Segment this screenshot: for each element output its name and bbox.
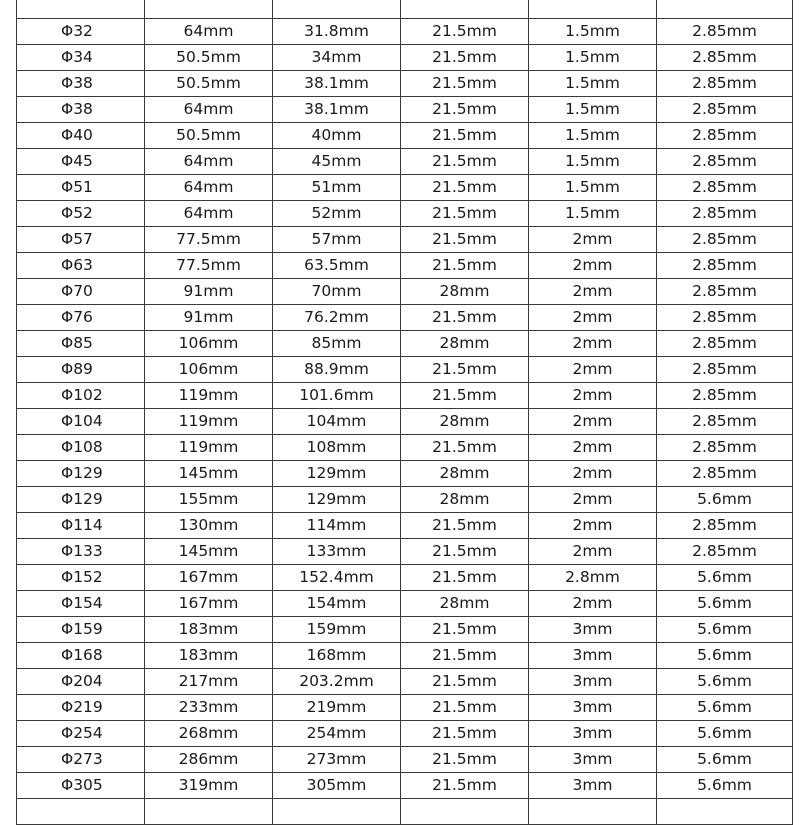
value-cell: 233mm [145,695,273,721]
value-cell [401,799,529,825]
table-row [17,357,793,383]
size-cell: Φ168 [17,643,145,669]
value-cell: 1.5mm [529,201,657,227]
value-cell: 5.6mm [657,773,793,799]
value-cell: 152.4mm [273,565,401,591]
value-cell: 2mm [529,383,657,409]
table-row [17,0,793,19]
value-cell: 77.5mm [145,253,273,279]
value-cell: 2.85mm [657,175,793,201]
value-cell: 70mm [273,279,401,305]
value-cell: 3mm [529,669,657,695]
value-cell: 21.5mm [401,383,529,409]
value-cell: 57mm [273,227,401,253]
size-cell: Φ129 [17,461,145,487]
value-cell: 2.8mm [529,565,657,591]
value-cell: 101.6mm [273,383,401,409]
value-cell: 273mm [273,747,401,773]
value-cell: 1.5mm [529,71,657,97]
table-row [17,565,793,591]
table-row [17,45,793,71]
value-cell: 21.5mm [401,643,529,669]
value-cell: 217mm [145,669,273,695]
value-cell: 21.5mm [401,149,529,175]
value-cell: 21.5mm [401,19,529,45]
value-cell: 129mm [273,461,401,487]
table-row [17,227,793,253]
value-cell: 2.85mm [657,409,793,435]
value-cell: 21.5mm [401,513,529,539]
size-cell: Φ273 [17,747,145,773]
value-cell: 31.8mm [273,19,401,45]
value-cell: 50.5mm [145,45,273,71]
size-cell: Φ154 [17,591,145,617]
value-cell: 45mm [273,149,401,175]
value-cell: 2mm [529,461,657,487]
table-row [17,773,793,799]
table-row [17,643,793,669]
value-cell [273,0,401,19]
value-cell: 34mm [273,45,401,71]
size-cell: Φ57 [17,227,145,253]
value-cell: 2mm [529,305,657,331]
value-cell: 106mm [145,357,273,383]
value-cell: 5.6mm [657,591,793,617]
value-cell: 2.85mm [657,97,793,123]
value-cell: 1.5mm [529,149,657,175]
value-cell: 154mm [273,591,401,617]
value-cell: 104mm [273,409,401,435]
table-row [17,383,793,409]
value-cell: 2.85mm [657,253,793,279]
size-cell: Φ45 [17,149,145,175]
table-row [17,591,793,617]
table-row [17,71,793,97]
value-cell: 21.5mm [401,721,529,747]
value-cell: 5.6mm [657,487,793,513]
value-cell: 1.5mm [529,45,657,71]
value-cell: 219mm [273,695,401,721]
value-cell: 2.85mm [657,383,793,409]
size-cell [17,799,145,825]
size-cell: Φ40 [17,123,145,149]
value-cell: 50.5mm [145,71,273,97]
table-row [17,695,793,721]
table-row [17,19,793,45]
value-cell [273,799,401,825]
value-cell: 5.6mm [657,669,793,695]
value-cell: 286mm [145,747,273,773]
value-cell: 167mm [145,565,273,591]
size-cell: Φ76 [17,305,145,331]
value-cell: 2mm [529,487,657,513]
value-cell: 2.85mm [657,123,793,149]
value-cell: 21.5mm [401,71,529,97]
value-cell: 1.5mm [529,19,657,45]
size-cell: Φ34 [17,45,145,71]
value-cell: 21.5mm [401,123,529,149]
value-cell: 64mm [145,97,273,123]
size-cell: Φ114 [17,513,145,539]
table-row [17,513,793,539]
value-cell: 21.5mm [401,201,529,227]
table-row [17,149,793,175]
table-row [17,747,793,773]
value-cell: 268mm [145,721,273,747]
value-cell: 28mm [401,409,529,435]
size-cell: Φ89 [17,357,145,383]
value-cell: 2.85mm [657,71,793,97]
value-cell: 114mm [273,513,401,539]
value-cell: 1.5mm [529,175,657,201]
value-cell: 21.5mm [401,97,529,123]
table-row [17,799,793,825]
value-cell: 305mm [273,773,401,799]
value-cell: 5.6mm [657,721,793,747]
value-cell: 21.5mm [401,773,529,799]
size-cell: Φ254 [17,721,145,747]
value-cell: 5.6mm [657,747,793,773]
value-cell: 21.5mm [401,435,529,461]
table-row [17,175,793,201]
size-cell: Φ70 [17,279,145,305]
value-cell: 76.2mm [273,305,401,331]
value-cell: 21.5mm [401,253,529,279]
table-row [17,487,793,513]
table-row [17,253,793,279]
value-cell: 3mm [529,695,657,721]
value-cell: 159mm [273,617,401,643]
value-cell: 108mm [273,435,401,461]
value-cell: 155mm [145,487,273,513]
value-cell: 183mm [145,617,273,643]
size-cell: Φ102 [17,383,145,409]
table-row [17,721,793,747]
value-cell: 106mm [145,331,273,357]
value-cell: 21.5mm [401,747,529,773]
value-cell: 63.5mm [273,253,401,279]
value-cell: 3mm [529,773,657,799]
value-cell: 3mm [529,643,657,669]
size-cell: Φ51 [17,175,145,201]
value-cell: 38.1mm [273,71,401,97]
value-cell: 1.5mm [529,123,657,149]
value-cell: 77.5mm [145,227,273,253]
value-cell: 2.85mm [657,461,793,487]
size-cell: Φ108 [17,435,145,461]
value-cell: 2.85mm [657,19,793,45]
size-cell: Φ52 [17,201,145,227]
value-cell: 145mm [145,539,273,565]
value-cell: 64mm [145,201,273,227]
table-row [17,435,793,461]
value-cell [529,0,657,19]
size-cell: Φ219 [17,695,145,721]
size-cell: Φ38 [17,71,145,97]
value-cell: 2.85mm [657,513,793,539]
value-cell: 2mm [529,435,657,461]
value-cell: 2mm [529,539,657,565]
table-row [17,97,793,123]
table-row [17,617,793,643]
value-cell: 51mm [273,175,401,201]
value-cell: 2.85mm [657,331,793,357]
value-cell [401,0,529,19]
value-cell: 2mm [529,227,657,253]
value-cell [657,0,793,19]
value-cell: 21.5mm [401,669,529,695]
value-cell: 5.6mm [657,565,793,591]
value-cell: 64mm [145,175,273,201]
value-cell: 91mm [145,279,273,305]
value-cell: 28mm [401,487,529,513]
value-cell: 129mm [273,487,401,513]
value-cell: 319mm [145,773,273,799]
value-cell: 203.2mm [273,669,401,695]
value-cell: 2mm [529,279,657,305]
value-cell: 2.85mm [657,149,793,175]
table-row [17,461,793,487]
value-cell: 3mm [529,747,657,773]
table-row [17,331,793,357]
value-cell: 2mm [529,357,657,383]
value-cell: 28mm [401,331,529,357]
table-row [17,305,793,331]
value-cell: 119mm [145,383,273,409]
value-cell: 2mm [529,409,657,435]
value-cell: 2.85mm [657,201,793,227]
value-cell: 130mm [145,513,273,539]
size-cell: Φ32 [17,19,145,45]
value-cell: 2mm [529,253,657,279]
value-cell: 52mm [273,201,401,227]
size-cell: Φ63 [17,253,145,279]
value-cell: 145mm [145,461,273,487]
value-cell: 1.5mm [529,97,657,123]
size-cell: Φ305 [17,773,145,799]
table-row [17,201,793,227]
value-cell: 28mm [401,279,529,305]
table-row [17,123,793,149]
value-cell: 2.85mm [657,279,793,305]
size-cell: Φ159 [17,617,145,643]
value-cell: 21.5mm [401,357,529,383]
value-cell: 2.85mm [657,45,793,71]
value-cell: 28mm [401,591,529,617]
value-cell: 21.5mm [401,695,529,721]
value-cell: 119mm [145,435,273,461]
table-row [17,539,793,565]
value-cell: 28mm [401,461,529,487]
value-cell: 21.5mm [401,227,529,253]
size-cell: Φ104 [17,409,145,435]
value-cell: 21.5mm [401,175,529,201]
value-cell: 168mm [273,643,401,669]
value-cell: 3mm [529,617,657,643]
size-cell: Φ129 [17,487,145,513]
table-row [17,409,793,435]
value-cell [145,0,273,19]
size-cell: Φ152 [17,565,145,591]
size-cell: Φ85 [17,331,145,357]
value-cell: 64mm [145,149,273,175]
spec-table [16,0,793,825]
value-cell: 21.5mm [401,305,529,331]
value-cell [529,799,657,825]
value-cell: 254mm [273,721,401,747]
value-cell: 21.5mm [401,565,529,591]
value-cell: 40mm [273,123,401,149]
value-cell: 2mm [529,591,657,617]
value-cell: 2mm [529,513,657,539]
value-cell: 2.85mm [657,357,793,383]
value-cell: 2.85mm [657,305,793,331]
value-cell: 21.5mm [401,539,529,565]
value-cell: 21.5mm [401,45,529,71]
value-cell: 64mm [145,19,273,45]
value-cell: 5.6mm [657,695,793,721]
table-row [17,279,793,305]
value-cell: 133mm [273,539,401,565]
value-cell: 183mm [145,643,273,669]
value-cell: 88.9mm [273,357,401,383]
value-cell [145,799,273,825]
size-cell: Φ133 [17,539,145,565]
spec-table-body [17,0,793,825]
size-cell: Φ38 [17,97,145,123]
size-cell [17,0,145,19]
value-cell: 3mm [529,721,657,747]
value-cell: 50.5mm [145,123,273,149]
value-cell: 5.6mm [657,643,793,669]
value-cell: 2.85mm [657,435,793,461]
value-cell: 2.85mm [657,539,793,565]
value-cell: 2.85mm [657,227,793,253]
table-row [17,669,793,695]
size-cell: Φ204 [17,669,145,695]
value-cell: 38.1mm [273,97,401,123]
value-cell: 21.5mm [401,617,529,643]
value-cell: 119mm [145,409,273,435]
value-cell: 85mm [273,331,401,357]
value-cell [657,799,793,825]
value-cell: 2mm [529,331,657,357]
value-cell: 91mm [145,305,273,331]
value-cell: 167mm [145,591,273,617]
value-cell: 5.6mm [657,617,793,643]
